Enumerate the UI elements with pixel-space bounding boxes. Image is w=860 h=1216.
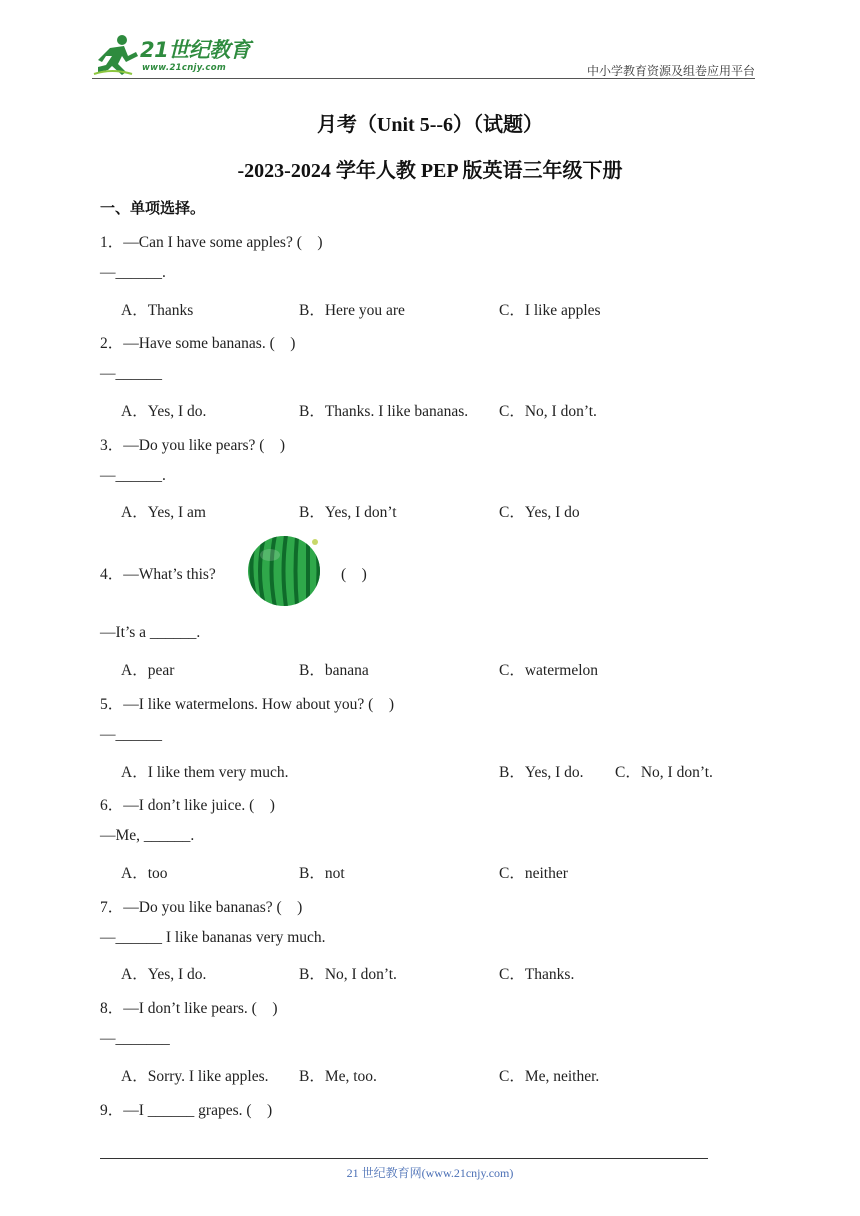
question-9-stem: 9．—I ______ grapes. ( )	[100, 1102, 273, 1119]
runner-logo-icon	[92, 32, 142, 76]
question-1-option-b[interactable]: B．Here you are	[299, 302, 405, 319]
question-1-option-a[interactable]: A．Thanks	[121, 302, 194, 319]
question-6-stem: 6．—I don’t like juice. ( )	[100, 797, 275, 814]
question-5-option-a[interactable]: A．I like them very much.	[121, 764, 289, 781]
question-6-option-b[interactable]: B．not	[299, 865, 345, 882]
question-8-option-a[interactable]: A．Sorry. I like apples.	[121, 1068, 269, 1085]
question-3-option-c[interactable]: C．Yes, I do	[499, 504, 580, 521]
header-tagline: 中小学教育资源及组卷应用平台	[586, 64, 755, 78]
watermelon-image	[246, 533, 324, 607]
question-2-option-c[interactable]: C．No, I don’t.	[499, 403, 597, 420]
site-logo	[92, 32, 262, 78]
page-title: 月考（Unit 5--6）（试题）	[316, 114, 544, 136]
logo-url: www.21cnjy.com	[142, 63, 226, 73]
question-7-option-b[interactable]: B．No, I don’t.	[299, 966, 397, 983]
page-header	[0, 0, 860, 80]
question-5-option-c[interactable]: C．No, I don’t.	[615, 764, 713, 781]
question-4-option-b[interactable]: B．banana	[299, 662, 369, 679]
question-2-stem: 2．—Have some bananas. ( )	[100, 335, 296, 352]
footer-divider	[100, 1158, 708, 1159]
question-6-answer-line: —Me, ______.	[100, 827, 195, 844]
question-1-stem: 1．—Can I have some apples? ( )	[100, 234, 323, 251]
question-6-option-a[interactable]: A．too	[121, 865, 168, 882]
question-7-option-a[interactable]: A．Yes, I do.	[121, 966, 207, 983]
footer-text[interactable]: 21 世纪教育网(www.21cnjy.com)	[346, 1166, 514, 1180]
question-5-answer-line: —______	[100, 726, 162, 743]
page-subtitle: -2023-2024 学年人教 PEP 版英语三年级下册	[237, 160, 623, 182]
section-heading: 一、单项选择。	[100, 199, 206, 217]
question-8-stem: 8．—I don’t like pears. ( )	[100, 1000, 278, 1017]
header-divider	[92, 78, 755, 79]
question-3-answer-line: —______.	[100, 467, 166, 484]
question-8-option-b[interactable]: B．Me, too.	[299, 1068, 377, 1085]
question-6-option-c[interactable]: C．neither	[499, 865, 568, 882]
question-8-answer-line: —_______	[100, 1030, 170, 1047]
question-4-answer-line: —It’s a ______.	[100, 624, 201, 641]
question-1-answer-line: —______.	[100, 264, 166, 281]
question-4-blank: ( )	[341, 566, 367, 583]
question-1-option-c[interactable]: C．I like apples	[499, 302, 601, 319]
question-7-stem: 7．—Do you like bananas? ( )	[100, 899, 303, 916]
question-7-answer-line: —______ I like bananas very much.	[100, 929, 326, 946]
question-7-option-c[interactable]: C．Thanks.	[499, 966, 575, 983]
question-4-stem: 4．—What’s this?	[100, 566, 216, 583]
question-2-answer-line: —______	[100, 365, 162, 382]
question-5-option-b[interactable]: B．Yes, I do.	[499, 764, 584, 781]
question-3-option-b[interactable]: B．Yes, I don’t	[299, 504, 397, 521]
question-3-option-a[interactable]: A．Yes, I am	[121, 504, 206, 521]
question-4-option-c[interactable]: C．watermelon	[499, 662, 599, 679]
question-2-option-a[interactable]: A．Yes, I do.	[121, 403, 207, 420]
question-8-option-c[interactable]: C．Me, neither.	[499, 1068, 600, 1085]
question-3-stem: 3．—Do you like pears? ( )	[100, 437, 286, 454]
question-4-option-a[interactable]: A．pear	[121, 662, 175, 679]
question-2-option-b[interactable]: B．Thanks. I like bananas.	[299, 403, 469, 420]
question-5-stem: 5．—I like watermelons. How about you? ( )	[100, 696, 395, 713]
logo-text: 21世纪教育	[140, 38, 251, 62]
